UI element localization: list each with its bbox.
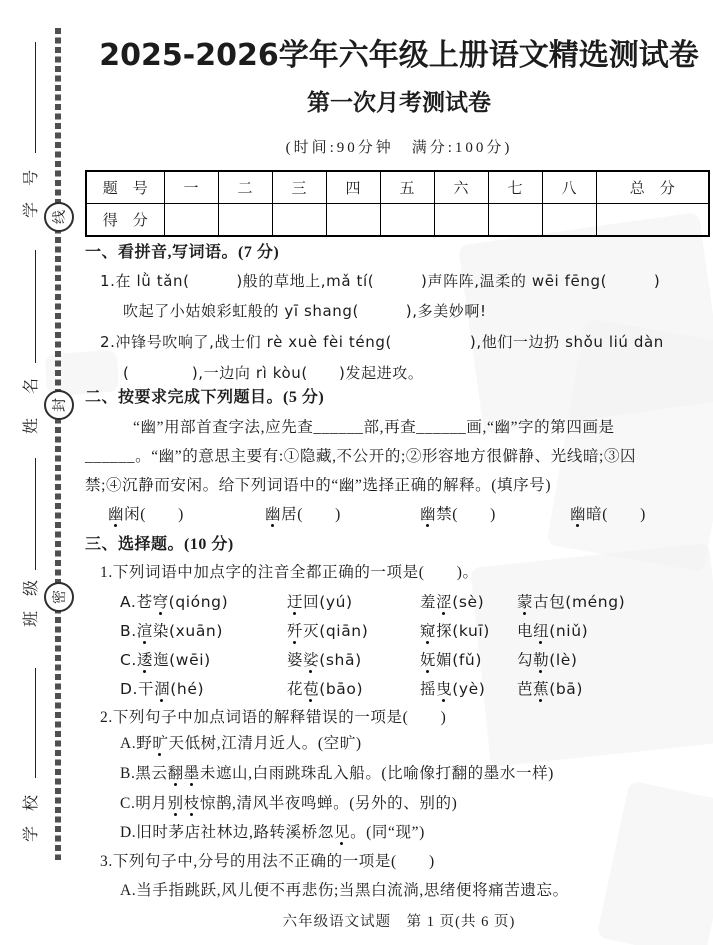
text-segment: 电 xyxy=(517,622,534,640)
score-cell xyxy=(596,204,709,237)
text-segment: 别 xyxy=(167,795,184,812)
text-segment: 墨 xyxy=(183,765,200,782)
q1-stem: 1.下列词语中加点字的注音全都正确的一项是( )。 xyxy=(100,564,479,581)
text-segment: 暗( ) xyxy=(586,506,646,523)
text-segment: 探(kuī) xyxy=(436,622,490,640)
sidebar-label-char: 号 xyxy=(23,170,40,187)
q1-a2 xyxy=(287,590,420,612)
score-cell xyxy=(434,204,488,237)
q1-a1 xyxy=(120,590,287,612)
paper-subtitle: 第一次月考测试卷 xyxy=(307,90,491,116)
text-segment: 蕉 xyxy=(533,680,550,698)
seal-char: 密 xyxy=(53,590,68,604)
text-segment: 穹 xyxy=(152,593,169,611)
text-segment: (yè) xyxy=(452,680,486,698)
sidebar-label-char: 校 xyxy=(23,795,40,812)
sidebar-label-char: 学 xyxy=(23,202,40,219)
sidebar-label-char: 学 xyxy=(23,826,40,843)
score-table-col: 八 xyxy=(542,171,596,204)
q1-option-row-b xyxy=(120,619,588,641)
text-segment: 幽 xyxy=(108,506,125,523)
score-table-col: 二 xyxy=(218,171,272,204)
q1-c3 xyxy=(420,648,517,670)
section3-heading: 三、选择题。(10 分) xyxy=(85,536,234,553)
score-cell xyxy=(164,204,218,237)
q3-stem: 3.下列句子中,分号的用法不正确的一项是( ) xyxy=(100,853,435,870)
section2-line2: ______。“幽”的意思主要有:①隐藏,不公开的;②形容地方很僻静、光线暗;③囚 xyxy=(85,448,637,465)
text-segment: (qióng) xyxy=(168,593,229,611)
q1-c1 xyxy=(120,648,287,670)
text-segment: D.干 xyxy=(120,680,155,698)
text-segment: 迂 xyxy=(287,593,304,611)
text-segment: B.黑云 xyxy=(120,765,168,782)
paper-content xyxy=(85,0,713,945)
text-segment: (lè) xyxy=(549,651,578,669)
text-segment: 幽 xyxy=(570,506,587,523)
text-segment: A.苍 xyxy=(120,593,153,611)
sidebar-label-char: 名 xyxy=(23,378,40,395)
score-table-col: 三 xyxy=(272,171,326,204)
word-youjin xyxy=(420,502,570,524)
text-segment: A.当手指跳跃,风儿便不再悲伤;当黑白流淌,思绪便将痛苦遗忘。 xyxy=(120,882,569,899)
score-table-col: 六 xyxy=(434,171,488,204)
text-segment: D.旧时茅店社林边,路转溪桥忽 xyxy=(120,824,334,841)
section1-line2: 吹起了小姑娘彩虹般的 yī shang( ),多美妙啊! xyxy=(123,302,487,320)
text-segment: 蒙 xyxy=(517,593,534,611)
q1-c2 xyxy=(287,648,420,670)
text-segment: 迤(wēi) xyxy=(153,651,211,669)
score-table-score-row xyxy=(86,204,709,237)
text-segment: 灭(qiān) xyxy=(303,622,369,640)
text-segment: 逶 xyxy=(136,651,154,669)
word-youju xyxy=(265,502,420,524)
text-segment: 天低树,江清月近人。(空旷) xyxy=(168,735,362,752)
score-table-col: 五 xyxy=(380,171,434,204)
text-segment: 媚(fǔ) xyxy=(436,651,482,669)
score-row-label: 得 分 xyxy=(86,204,164,237)
text-segment: B. xyxy=(120,622,137,640)
seal-stamp-feng xyxy=(44,390,74,420)
score-cell xyxy=(326,204,380,237)
text-segment: 摇 xyxy=(420,680,437,698)
text-segment: 。(同“现”) xyxy=(350,824,425,841)
text-segment: 婆 xyxy=(287,651,304,669)
section2-line1: “幽”用部首查字法,应先查______部,再查______画,“幽”字的第四画是 xyxy=(133,419,615,436)
text-segment: 幽 xyxy=(265,506,282,523)
score-table-header-row xyxy=(86,171,709,204)
text-segment: 芭 xyxy=(517,680,534,698)
school-blank-line xyxy=(35,668,36,778)
text-segment: (sè) xyxy=(452,593,485,611)
q1-c4 xyxy=(517,648,578,670)
q1-d2 xyxy=(287,677,420,699)
word-youan xyxy=(570,502,646,524)
text-segment: 渲 xyxy=(136,622,153,640)
q1-b2 xyxy=(287,619,420,641)
text-segment: 旷 xyxy=(152,735,169,752)
text-segment: 惊鹊,清风半夜鸣蝉。(另外的、别的) xyxy=(199,795,458,812)
score-table xyxy=(85,170,710,237)
text-segment: C.明月 xyxy=(120,795,168,812)
text-segment: 翻 xyxy=(167,765,184,782)
q1-b1 xyxy=(120,619,287,641)
section1-line4: ( ),一边向 rì kòu( )发起进攻。 xyxy=(123,364,424,382)
section2-line3: 禁;④沉静而安闲。给下列词语中的“幽”选择正确的解释。(填序号) xyxy=(85,477,552,494)
q1-option-row-d xyxy=(120,677,583,699)
score-table-corner: 题 号 xyxy=(86,171,164,204)
text-segment: 古包(méng) xyxy=(533,593,626,611)
q2-stem: 2.下列句子中加点词语的解释错误的一项是( ) xyxy=(100,709,447,726)
text-segment: 涩 xyxy=(436,593,453,611)
q1-option-row-c xyxy=(120,648,578,670)
binding-dashed-line xyxy=(55,28,61,860)
text-segment: 娑 xyxy=(303,651,320,669)
text-segment: 窥 xyxy=(420,622,437,640)
text-segment: (niǔ) xyxy=(549,622,589,640)
q1-a3 xyxy=(420,590,517,612)
score-cell xyxy=(272,204,326,237)
text-segment: 歼 xyxy=(287,622,304,640)
text-segment: 纽 xyxy=(533,622,550,640)
text-segment: (hé) xyxy=(170,680,205,698)
text-segment: 羞 xyxy=(420,593,437,611)
text-segment: 居( ) xyxy=(281,506,341,523)
score-table-col: 总 分 xyxy=(596,171,709,204)
score-table-col: 一 xyxy=(164,171,218,204)
q1-a4 xyxy=(517,590,625,612)
text-segment: 勾 xyxy=(517,651,534,669)
section1-line1: 1.在 lǜ tǎn( )般的草地上,mǎ tí( )声阵阵,温柔的 wēi fēng( ) xyxy=(100,272,661,290)
text-segment: 涸 xyxy=(154,680,171,698)
text-segment: (shā) xyxy=(319,651,362,669)
q1-d1 xyxy=(120,677,287,699)
word-youxian xyxy=(108,502,265,524)
q1-option-row-a xyxy=(120,590,625,612)
text-segment: C. xyxy=(120,651,137,669)
sidebar-label-char: 班 xyxy=(23,611,40,628)
text-segment: 未遮山,白雨跳珠乱入船。(比喻像打翻的墨水一样) xyxy=(199,765,554,782)
section1-heading: 一、看拼音,写词语。(7 分) xyxy=(85,244,280,261)
sidebar-label-char: 级 xyxy=(23,580,40,597)
score-cell xyxy=(542,204,596,237)
text-segment: 苞 xyxy=(303,680,320,698)
text-segment: 枝 xyxy=(183,795,200,812)
name-blank-line xyxy=(35,250,36,363)
paper-title: 2025-2026学年六年级上册语文精选测试卷 xyxy=(99,38,699,73)
text-segment: 见 xyxy=(333,824,351,841)
q2-option-c xyxy=(120,794,457,813)
text-segment: 回(yú) xyxy=(303,593,353,611)
class-blank-line xyxy=(35,458,36,570)
score-table-col: 四 xyxy=(326,171,380,204)
student-number-blank-line xyxy=(35,42,36,153)
text-segment: 幽 xyxy=(420,506,437,523)
seal-char: 封 xyxy=(53,398,68,412)
score-cell xyxy=(380,204,434,237)
section1-line3: 2.冲锋号吹响了,战士们 rè xuè fèi téng( ),他们一边扔 shǒu liú dàn xyxy=(100,333,664,351)
section2-heading: 二、按要求完成下列题目。(5 分) xyxy=(85,389,325,406)
section2-word-row xyxy=(108,502,646,524)
q1-b4 xyxy=(517,619,588,641)
score-cell xyxy=(488,204,542,237)
text-segment: A.野 xyxy=(120,735,153,752)
text-segment: 妩 xyxy=(420,651,437,669)
text-segment: 花 xyxy=(287,680,304,698)
text-segment: 曳 xyxy=(436,680,453,698)
seal-char: 线 xyxy=(53,210,68,224)
q2-option-b xyxy=(120,764,554,783)
text-segment: 禁( ) xyxy=(436,506,496,523)
text-segment: 染(xuān) xyxy=(152,622,223,640)
score-table-col: 七 xyxy=(488,171,542,204)
score-cell xyxy=(218,204,272,237)
text-segment: 勒 xyxy=(533,651,550,669)
q1-b3 xyxy=(420,619,517,641)
text-segment: (bāo) xyxy=(319,680,364,698)
text-segment: (bā) xyxy=(549,680,584,698)
seal-stamp-mi xyxy=(44,582,74,612)
text-segment: 闲( ) xyxy=(124,506,184,523)
sidebar-label-char: 姓 xyxy=(23,418,40,435)
page-footer: 六年级语文试题 第 1 页(共 6 页) xyxy=(282,914,516,930)
q2-option-a xyxy=(120,734,362,753)
q1-d4 xyxy=(517,677,583,699)
q2-option-d xyxy=(120,823,425,842)
q3-option-a xyxy=(120,881,569,900)
time-score-info: (时间:90分钟 满分:100分) xyxy=(285,140,513,156)
seal-stamp-line xyxy=(44,202,74,232)
q1-d3 xyxy=(420,677,517,699)
